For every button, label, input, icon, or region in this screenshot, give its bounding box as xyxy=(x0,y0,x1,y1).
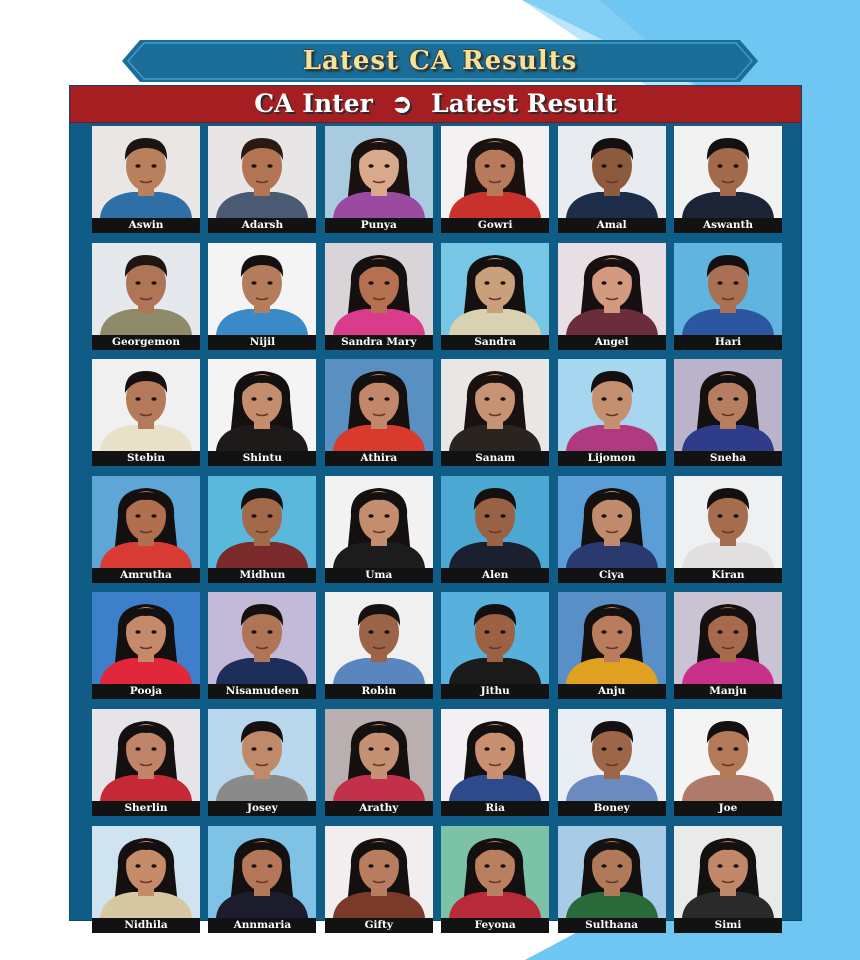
student-card xyxy=(208,126,316,233)
student-name: Aswanth xyxy=(674,218,782,233)
student-photo xyxy=(558,476,666,568)
student-photo xyxy=(208,592,316,684)
student-name: Arathy xyxy=(325,801,433,816)
student-card xyxy=(208,243,316,350)
student-card xyxy=(558,709,666,816)
student-photo xyxy=(674,243,782,335)
student-name: Feyona xyxy=(441,918,549,933)
student-card xyxy=(92,476,200,583)
student-name: Ciya xyxy=(558,568,666,583)
student-name: Hari xyxy=(674,335,782,350)
student-card xyxy=(325,476,433,583)
student-photo xyxy=(92,826,200,918)
student-photo xyxy=(674,826,782,918)
student-name: Uma xyxy=(325,568,433,583)
banner-title: Latest CA Results xyxy=(302,46,578,76)
student-name: Angel xyxy=(558,335,666,350)
student-card xyxy=(558,126,666,233)
student-photo xyxy=(558,592,666,684)
student-card xyxy=(674,709,782,816)
student-card xyxy=(674,476,782,583)
student-card xyxy=(674,126,782,233)
student-card xyxy=(325,126,433,233)
student-card xyxy=(558,592,666,699)
student-photo xyxy=(92,243,200,335)
student-name: Amal xyxy=(558,218,666,233)
student-photo xyxy=(441,359,549,451)
student-card xyxy=(441,476,549,583)
student-photo xyxy=(92,476,200,568)
student-photo xyxy=(325,826,433,918)
student-card xyxy=(325,243,433,350)
student-name: Nijil xyxy=(208,335,316,350)
student-name: Sandra xyxy=(441,335,549,350)
student-photo xyxy=(325,709,433,801)
student-name: Ria xyxy=(441,801,549,816)
student-card xyxy=(558,243,666,350)
student-name: Simi xyxy=(674,918,782,933)
student-photo xyxy=(558,243,666,335)
student-name: Georgemon xyxy=(92,335,200,350)
student-name: Annmaria xyxy=(208,918,316,933)
student-name: Alen xyxy=(441,568,549,583)
student-name: Boney xyxy=(558,801,666,816)
student-photo xyxy=(325,359,433,451)
student-photo xyxy=(441,592,549,684)
student-photo xyxy=(325,476,433,568)
student-photo xyxy=(208,359,316,451)
student-name: Stebin xyxy=(92,451,200,466)
student-photo xyxy=(92,709,200,801)
student-photo xyxy=(558,826,666,918)
student-photo xyxy=(325,243,433,335)
student-name: Gowri xyxy=(441,218,549,233)
student-card xyxy=(325,826,433,933)
student-card xyxy=(558,359,666,466)
student-grid xyxy=(92,126,782,931)
student-photo xyxy=(92,592,200,684)
student-card xyxy=(674,359,782,466)
student-photo xyxy=(208,243,316,335)
student-card xyxy=(441,826,549,933)
student-name: Sherlin xyxy=(92,801,200,816)
student-name: Shintu xyxy=(208,451,316,466)
results-panel xyxy=(70,86,801,931)
student-card xyxy=(441,592,549,699)
student-card xyxy=(325,709,433,816)
student-name: Joe xyxy=(674,801,782,816)
student-card xyxy=(674,243,782,350)
student-name: Anju xyxy=(558,684,666,699)
student-name: Aswin xyxy=(92,218,200,233)
student-photo xyxy=(92,126,200,218)
student-card xyxy=(92,243,200,350)
student-photo xyxy=(208,476,316,568)
student-name: Kiran xyxy=(674,568,782,583)
student-name: Lijomon xyxy=(558,451,666,466)
student-photo xyxy=(441,243,549,335)
student-photo xyxy=(674,476,782,568)
student-photo xyxy=(674,709,782,801)
student-card xyxy=(92,826,200,933)
student-card xyxy=(208,359,316,466)
student-card xyxy=(558,826,666,933)
student-card xyxy=(208,476,316,583)
student-photo xyxy=(325,592,433,684)
student-photo xyxy=(558,709,666,801)
student-photo xyxy=(441,476,549,568)
student-card xyxy=(674,592,782,699)
student-photo xyxy=(558,359,666,451)
student-name: Nidhila xyxy=(92,918,200,933)
section-title-right: Latest Result xyxy=(431,89,617,118)
student-card xyxy=(208,826,316,933)
student-name: Midhun xyxy=(208,568,316,583)
student-name: Gifty xyxy=(325,918,433,933)
student-photo xyxy=(208,826,316,918)
section-title xyxy=(70,86,801,122)
student-card xyxy=(92,359,200,466)
student-name: Athira xyxy=(325,451,433,466)
student-name: Sanam xyxy=(441,451,549,466)
student-name: Josey xyxy=(208,801,316,816)
section-title-left: CA Inter xyxy=(254,89,373,118)
student-card xyxy=(674,826,782,933)
student-name: Sneha xyxy=(674,451,782,466)
student-card xyxy=(325,592,433,699)
student-name: Manju xyxy=(674,684,782,699)
student-card xyxy=(441,126,549,233)
arrow-icon: ➲ xyxy=(391,89,413,118)
student-card xyxy=(325,359,433,466)
student-name: Punya xyxy=(325,218,433,233)
student-name: Sandra Mary xyxy=(325,335,433,350)
student-photo xyxy=(558,126,666,218)
student-photo xyxy=(674,592,782,684)
student-photo xyxy=(441,826,549,918)
student-name: Nisamudeen xyxy=(208,684,316,699)
student-card xyxy=(208,592,316,699)
student-photo xyxy=(208,709,316,801)
student-photo xyxy=(92,359,200,451)
student-photo xyxy=(325,126,433,218)
student-photo xyxy=(674,126,782,218)
student-name: Adarsh xyxy=(208,218,316,233)
student-card xyxy=(441,243,549,350)
student-card xyxy=(208,709,316,816)
student-card xyxy=(92,592,200,699)
student-card xyxy=(92,126,200,233)
student-card xyxy=(441,359,549,466)
results-banner xyxy=(122,40,758,82)
student-name: Robin xyxy=(325,684,433,699)
section-header xyxy=(70,86,801,123)
student-name: Jithu xyxy=(441,684,549,699)
student-card xyxy=(441,709,549,816)
student-name: Sulthana xyxy=(558,918,666,933)
student-name: Amrutha xyxy=(92,568,200,583)
student-card xyxy=(558,476,666,583)
student-photo xyxy=(441,709,549,801)
student-photo xyxy=(674,359,782,451)
student-photo xyxy=(208,126,316,218)
student-card xyxy=(92,709,200,816)
student-name: Pooja xyxy=(92,684,200,699)
student-photo xyxy=(441,126,549,218)
